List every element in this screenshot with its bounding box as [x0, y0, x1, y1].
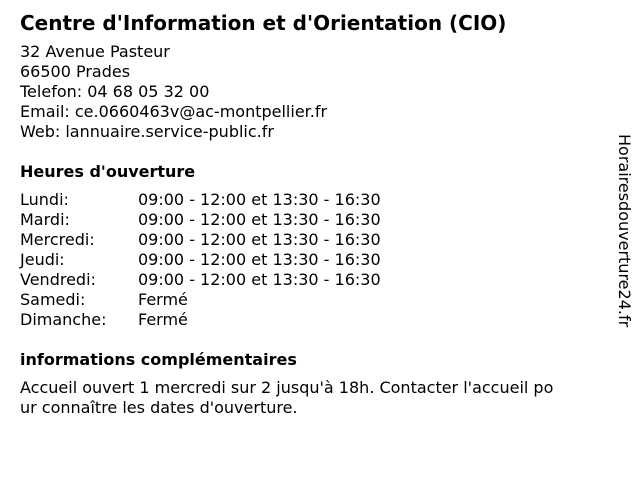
hours-row [20, 290, 610, 310]
page-title: Centre d'Information et d'Orientation (CIO) [20, 11, 507, 35]
address-block [20, 42, 610, 142]
hours-day: Jeudi: [20, 250, 65, 269]
hours-time: 09:00 - 12:00 et 13:30 - 16:30 [138, 250, 381, 269]
hours-row [20, 190, 610, 210]
hours-time: 09:00 - 12:00 et 13:30 - 16:30 [138, 190, 381, 209]
info-heading: informations complémentaires [20, 350, 297, 369]
hours-time: Fermé [138, 310, 188, 329]
hours-row [20, 250, 610, 270]
email-line: Email: ce.0660463v@ac-montpellier.fr [20, 102, 328, 121]
page-content [20, 10, 610, 418]
hours-time: Fermé [138, 290, 188, 309]
hours-day: Vendredi: [20, 270, 96, 289]
hours-row [20, 210, 610, 230]
hours-day: Lundi: [20, 190, 69, 209]
hours-row [20, 270, 610, 290]
hours-row [20, 230, 610, 250]
hours-time: 09:00 - 12:00 et 13:30 - 16:30 [138, 230, 381, 249]
info-text: Accueil ouvert 1 mercredi sur 2 jusqu'à 18h. Contacter l'accueil pour connaître les dates d'ouverture. [20, 378, 554, 417]
side-brand-watermark: Horairesdouverture24.fr [615, 134, 634, 328]
hours-table [20, 190, 610, 330]
web-line: Web: lannuaire.service-public.fr [20, 122, 274, 141]
hours-row [20, 310, 610, 330]
hours-day: Mercredi: [20, 230, 95, 249]
hours-time: 09:00 - 12:00 et 13:30 - 16:30 [138, 270, 381, 289]
hours-day: Samedi: [20, 290, 86, 309]
address-street: 32 Avenue Pasteur [20, 42, 170, 61]
hours-time: 09:00 - 12:00 et 13:30 - 16:30 [138, 210, 381, 229]
address-city: 66500 Prades [20, 62, 131, 81]
phone-line: Telefon: 04 68 05 32 00 [20, 82, 210, 101]
hours-heading: Heures d'ouverture [20, 162, 196, 181]
hours-day: Mardi: [20, 210, 70, 229]
hours-day: Dimanche: [20, 310, 107, 329]
